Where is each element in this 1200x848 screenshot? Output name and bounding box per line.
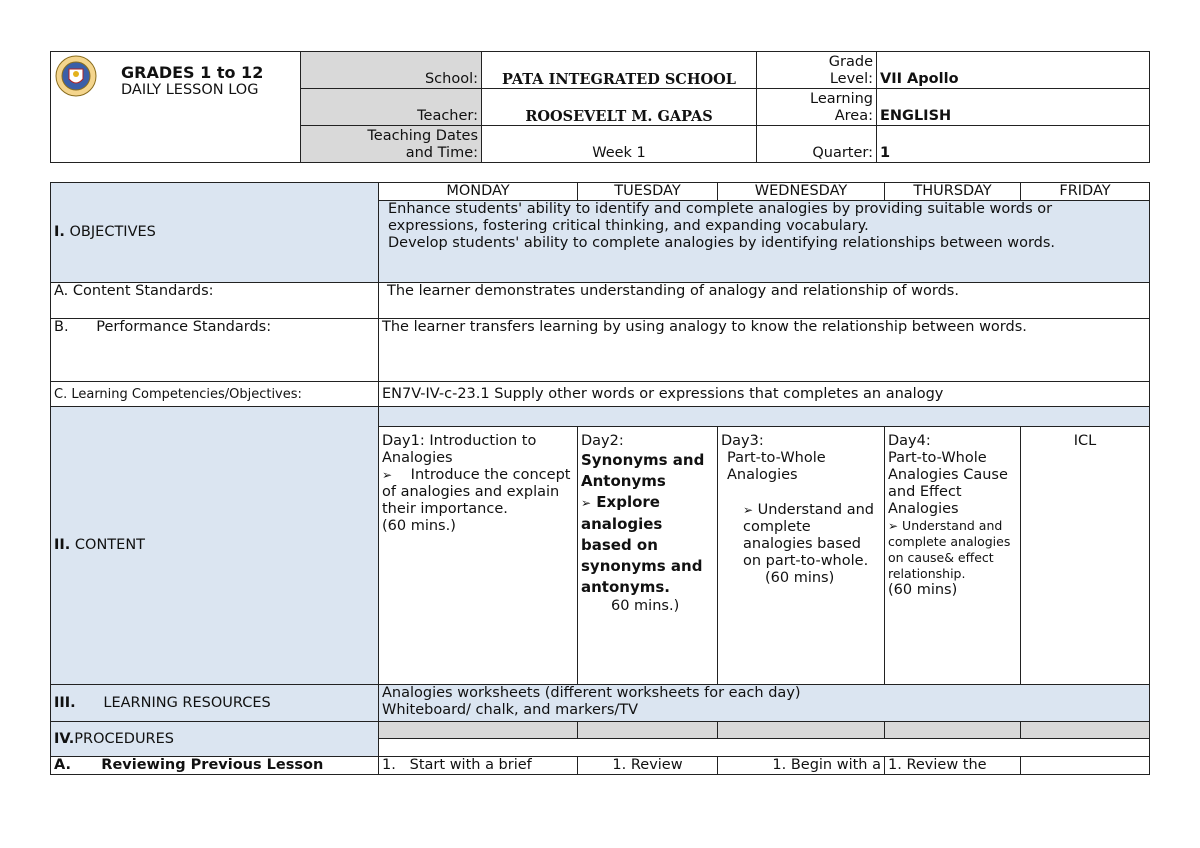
content-tuesday-time: 60 mins.) <box>611 598 680 614</box>
review-monday: 1. Start with a brief <box>379 757 578 775</box>
competencies-label: C. Learning Competencies/Objectives: <box>51 382 379 407</box>
content-standards-label: A. Content Standards: <box>51 283 379 319</box>
deped-seal-logo <box>55 55 97 97</box>
content-monday-bullet: ➢ Introduce the concept of analogies and explain their importance. <box>382 467 571 517</box>
content-thursday-time: (60 mins) <box>888 582 958 598</box>
day-header-friday: FRIDAY <box>1021 183 1150 201</box>
header-logo-cell <box>51 52 301 163</box>
day-header-monday: MONDAY <box>379 183 578 201</box>
header-subtitle: DAILY LESSON LOG <box>121 82 259 98</box>
grade-level-label: Grade Level: <box>757 52 877 89</box>
review-tuesday: 1. Review <box>578 757 718 775</box>
content-thursday-bullet: ➢ Understand and complete analogies on cause& effect relationship. <box>888 518 1011 581</box>
bullet-arrow-icon: ➢ <box>743 503 754 517</box>
content-tuesday-title: Day2: <box>581 433 624 449</box>
quarter-label: Quarter: <box>757 126 877 163</box>
competencies-text: EN7V-IV-c-23.1 Supply other words or expressions that completes an analogy <box>379 382 1150 407</box>
learning-area-label: Learning Area: <box>757 89 877 126</box>
performance-standards-label: B. Performance Standards: <box>51 319 379 382</box>
content-monday <box>379 427 578 685</box>
header-table <box>50 51 1150 163</box>
quarter-value: 1 <box>877 126 1150 163</box>
teacher-label: Teacher: <box>301 89 482 126</box>
procedures-gray-thursday <box>885 722 1021 739</box>
teaching-dates-value: Week 1 <box>482 126 757 163</box>
content-monday-title: Day1: Introduction to Analogies <box>382 433 537 466</box>
objectives-label: I. OBJECTIVES <box>51 183 379 283</box>
school-label: School: <box>301 52 482 89</box>
content-wednesday-subtitle: Part-to-Whole Analogies <box>727 450 826 483</box>
content-thursday-subtitle: Part-to-Whole Analogies Cause and Effect Analogies <box>888 450 1008 517</box>
performance-standards-text: The learner transfers learning by using analogy to know the relationship between words. <box>379 319 1150 382</box>
content-standards-text: The learner demonstrates understanding of analogy and relationship of words. <box>379 283 1150 319</box>
content-wednesday-time: (60 mins) <box>765 570 835 586</box>
teacher-value: ROOSEVELT M. GAPAS <box>482 89 757 126</box>
content-tuesday <box>578 427 718 685</box>
lesson-log-table <box>50 182 1150 775</box>
grade-level-value: VII Apollo <box>877 52 1150 89</box>
bullet-arrow-icon: ➢ <box>382 468 393 482</box>
content-label: II. CONTENT <box>51 407 379 685</box>
bullet-arrow-icon: ➢ <box>581 496 592 510</box>
content-thursday <box>885 427 1021 685</box>
content-wednesday <box>718 427 885 685</box>
review-label: A. Reviewing Previous Lesson <box>51 757 379 775</box>
bullet-arrow-icon: ➢ <box>888 519 899 533</box>
learning-resources-text: Analogies worksheets (different worksheets for each day) Whiteboard/ chalk, and markers/TV <box>379 685 1150 722</box>
content-friday: ICL <box>1021 427 1150 685</box>
objective-2: Develop students' ability to complete analogies by identifying relationships between words. <box>388 235 1056 251</box>
header-title: GRADES 1 to 12 <box>121 63 264 82</box>
review-wednesday: 1. Begin with a <box>718 757 885 775</box>
review-friday <box>1021 757 1150 775</box>
learning-area-value: ENGLISH <box>877 89 1150 126</box>
learning-resources-label: III. LEARNING RESOURCES <box>51 685 379 722</box>
content-thursday-title: Day4: <box>888 433 931 449</box>
objective-1: Enhance students' ability to identify and complete analogies by providing suitable words or expressions, fostering critical thinking, and expanding vocabulary. <box>388 201 1053 234</box>
procedures-blank-strip <box>379 739 1150 757</box>
school-value: PATA INTEGRATED SCHOOL <box>482 52 757 89</box>
objectives-text <box>379 201 1150 283</box>
review-thursday: 1. Review the <box>885 757 1021 775</box>
procedures-label: IV.PROCEDURES <box>51 722 379 757</box>
content-wednesday-bullet: ➢ Understand and complete analogies based on part-to-whole. <box>743 502 874 569</box>
procedures-gray-tuesday <box>578 722 718 739</box>
content-tuesday-subtitle: Synonyms and Antonyms <box>581 451 705 490</box>
day-header-thursday: THURSDAY <box>885 183 1021 201</box>
content-monday-time: (60 mins.) <box>382 518 456 534</box>
procedures-gray-monday <box>379 722 578 739</box>
teaching-dates-label: Teaching Dates and Time: <box>301 126 482 163</box>
content-wednesday-title: Day3: <box>721 433 764 449</box>
day-header-tuesday: TUESDAY <box>578 183 718 201</box>
procedures-gray-friday <box>1021 722 1150 739</box>
content-tuesday-bullet: ➢ Explore analogies based on synonyms and antonyms. <box>581 493 703 596</box>
content-blue-strip <box>379 407 1150 427</box>
day-header-wednesday: WEDNESDAY <box>718 183 885 201</box>
procedures-gray-wednesday <box>718 722 885 739</box>
